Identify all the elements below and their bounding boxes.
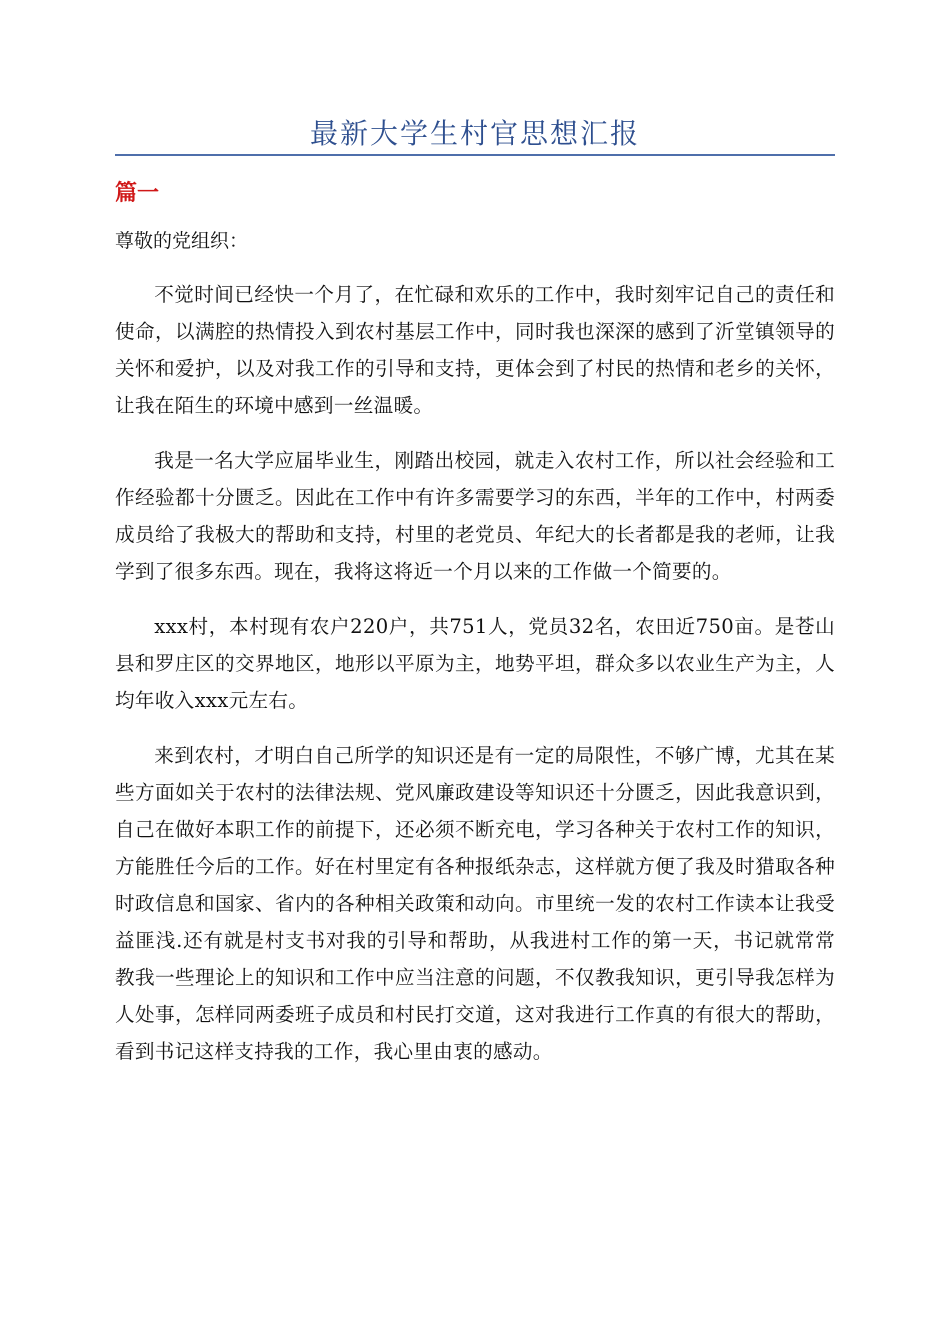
paragraph-2: 我是一名大学应届毕业生，刚踏出校园，就走入农村工作，所以社会经验和工作经验都十分匮乏。因此在工作中有许多需要学习的东西，半年的工作中，村两委成员给了我极大的帮助和支持，村里的老党员、年纪大的长者都是我的老师，让我学到了很多东西。现在，我将这将近一个月以来的工作做一个简要的。 (115, 449, 835, 583)
document-title: 最新大学生村官思想汇报 (309, 117, 640, 150)
salutation: 尊敬的党组织： (115, 230, 249, 252)
paragraph-4: 来到农村，才明白自己所学的知识还是有一定的局限性，不够广博，尤其在某些方面如关于农村的法律法规、党风廉政建设等知识还十分匮乏，因此我意识到，自己在做好本职工作的前提下，还必须不断充电，学习各种关于农村工作的知识，方能胜任今后的工作。好在村里定有各种报纸杂志，这样就方便了我及时猎取各种时政信息和国家、省内的各种相关政策和动向。市里统一发的农村工作读本让我受益匪浅.还有就是村支书对我的引导和帮助，从我进村工作的第一天，书记就常常教我一些理论上的知识和工作中应当注意的问题，不仅教我知识，更引导我怎样为人处事，怎样同两委班子成员和村民打交道，这对我进行工作真的有很大的帮助，看到书记这样支持我的工作，我心里由衷的感动。 (115, 744, 835, 1063)
section-heading: 篇一 (115, 181, 160, 206)
paragraph-3: xxx村，本村现有农户220户，共751人，党员32名，农田近750亩。是苍山县和罗庄区的交界地区，地形以平原为主，地势平坦，群众多以农业生产为主，人均年收入xxx元左右。 (115, 615, 835, 712)
paragraph-1: 不觉时间已经快一个月了，在忙碌和欢乐的工作中，我时刻牢记自己的责任和使命，以满腔的热情投入到农村基层工作中，同时我也深深的感到了沂堂镇领导的关怀和爱护，以及对我工作的引导和支持，更体会到了村民的热情和老乡的关怀，让我在陌生的环境中感到一丝温暖。 (115, 283, 835, 417)
body-text (115, 276, 835, 1088)
title-underline (115, 154, 835, 156)
